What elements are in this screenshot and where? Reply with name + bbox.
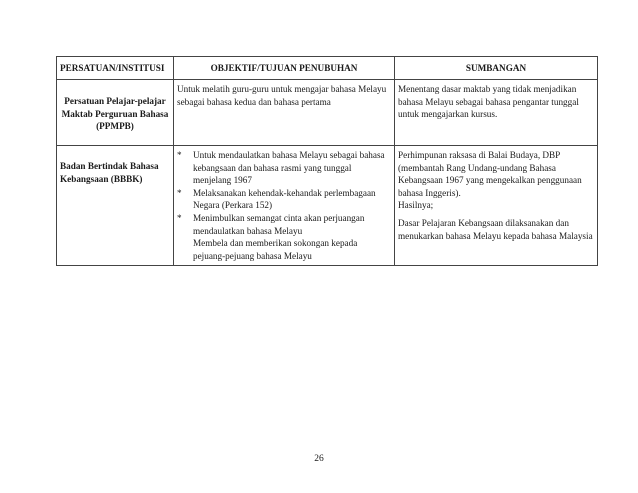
objective-text: Membela dan memberikan sokongan kepada pejuang-pejuang bahasa Melayu xyxy=(193,238,358,261)
main-table xyxy=(56,56,598,266)
list-item xyxy=(177,187,391,212)
table-header-row xyxy=(57,57,598,80)
table-row xyxy=(57,80,598,146)
page-number: 26 xyxy=(314,454,324,464)
list-item xyxy=(177,237,391,262)
bullet-icon: * xyxy=(177,187,182,198)
objective-text: Menimbulkan semangat cinta akan perjuangan mendaulatkan bahasa Melayu xyxy=(193,212,365,236)
table-row xyxy=(57,146,598,266)
contribution-cell xyxy=(395,146,598,266)
contribution-paragraph: Dasar Pelajaran Kebangsaan dilaksanakan dan menukarkan bahasa Melayu kepada bahasa Malaysia xyxy=(398,217,593,241)
header-objektif: OBJEKTIF/TUJUAN PENUBUHAN xyxy=(174,57,395,80)
objective-text: Melaksanakan kehendak-kehandak perlembagaan Negara (Perkara 152) xyxy=(193,187,376,211)
contribution-paragraph: Perhimpunan raksasa di Balai Budaya, DBP (membantah Rang Undang-undang Bahasa Kebangsaan 1967 yang mengekalkan penggunaan bahasa Inggeris). xyxy=(398,150,582,198)
objective-list xyxy=(177,149,391,262)
contribution-cell: Menentang dasar maktab yang tidak menjadikan bahasa Melayu sebagai bahasa pengantar tunggal untuk mengajarkan kursus. xyxy=(395,80,598,146)
bullet-icon: * xyxy=(177,150,182,160)
contribution-paragraph: Hasilnya; xyxy=(398,200,434,211)
org-name: Persatuan Pelajar-pelajar Maktab Perguruan Bahasa (PPMPB) xyxy=(57,80,174,146)
objective-cell xyxy=(174,146,395,266)
list-item xyxy=(177,212,391,237)
objective-cell: Untuk melatih guru-guru untuk mengajar bahasa Melayu sebagai bahasa kedua dan bahasa pertama xyxy=(174,80,395,146)
header-sumbangan: SUMBANGAN xyxy=(395,57,598,80)
objective-text: Untuk mendaulatkan bahasa Melayu sebagai bahasa kebangsaan dan bahasa rasmi yang tunggal menjelang 1967 xyxy=(193,150,385,186)
header-persatuan: PERSATUAN/INSTITUSI xyxy=(57,57,174,80)
bullet-icon: * xyxy=(177,212,182,223)
org-name: Badan Bertindak Bahasa Kebangsaan (BBBK) xyxy=(57,146,174,266)
list-item xyxy=(177,149,391,187)
